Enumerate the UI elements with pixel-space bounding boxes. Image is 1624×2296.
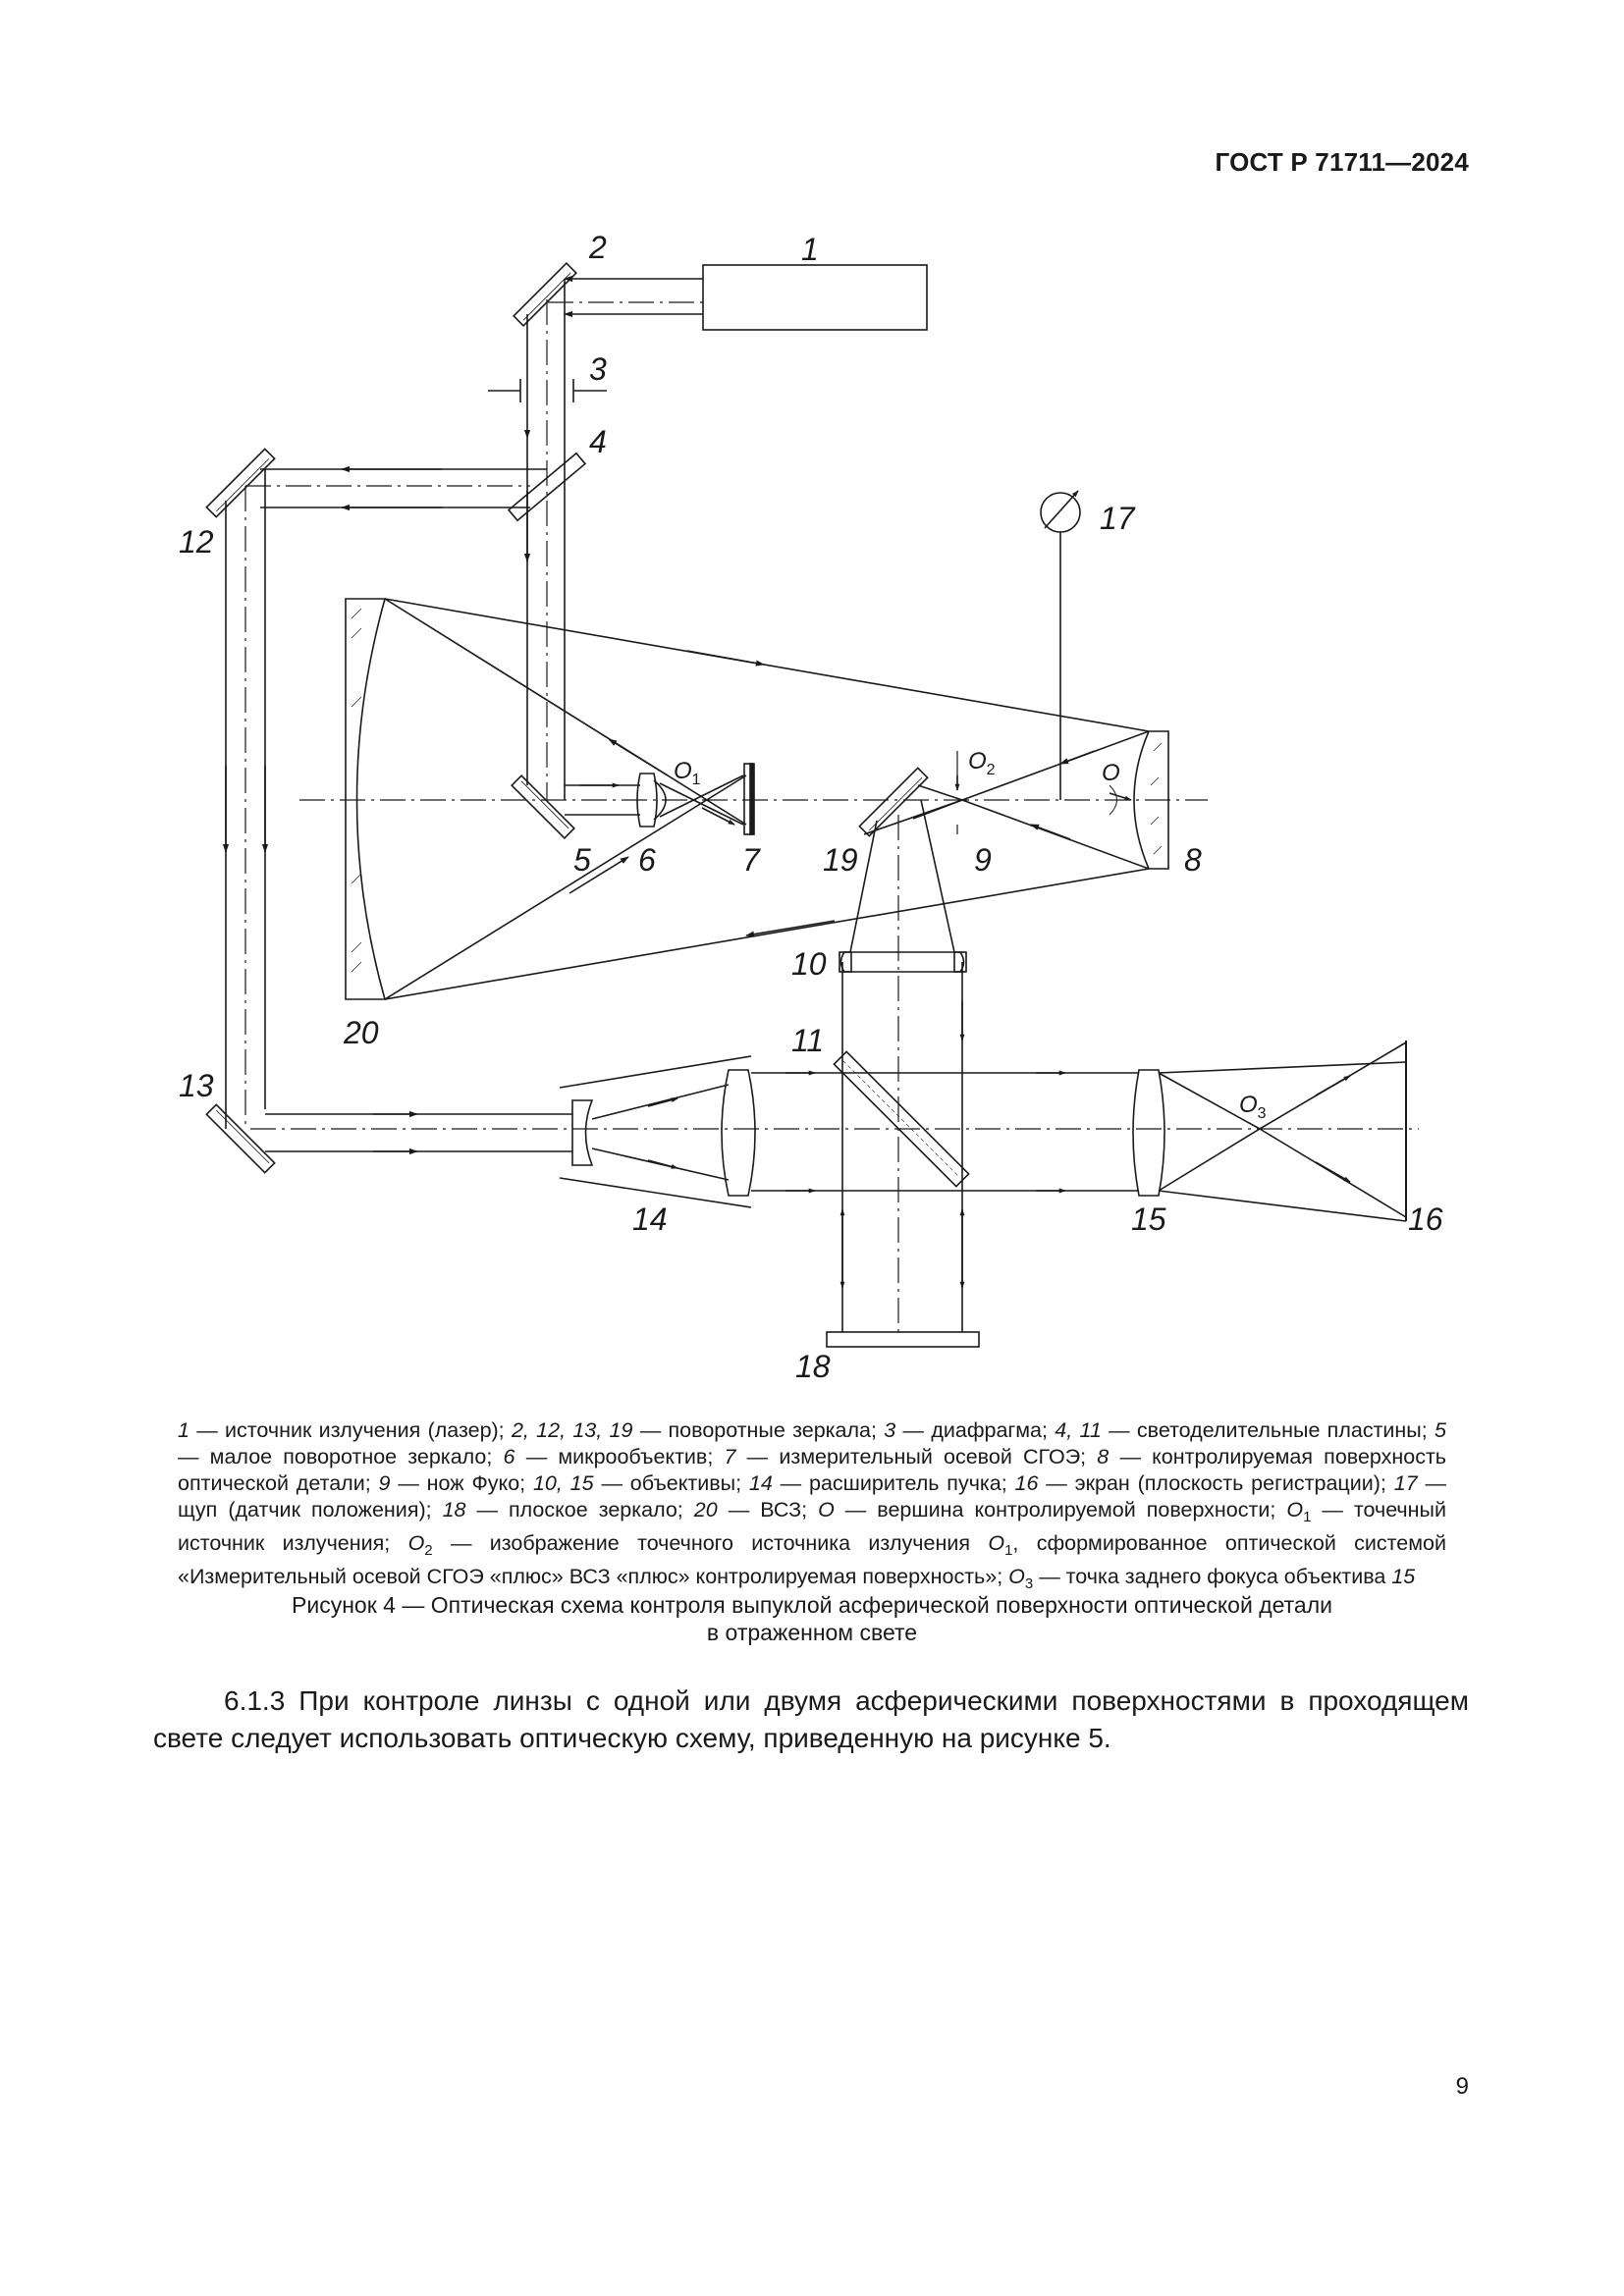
label-4: 4 (589, 424, 607, 459)
mirror-19 (859, 768, 927, 835)
label-15: 15 (1131, 1201, 1166, 1237)
label-19: 19 (823, 842, 858, 878)
mirror-20 (346, 599, 385, 999)
expander-14-positive-lens (722, 1070, 755, 1196)
label-16: 16 (1408, 1201, 1443, 1237)
figure-caption-line-1: Рисунок 4 — Оптическая схема контроля выпуклой асферической поверхности оптической детали (292, 1592, 1332, 1618)
figure-legend: 1 — источник излучения (лазер); 2, 12, 13, 19 — поворотные зеркала; 3 — диафрагма; 4, 11 — светоделительные пластины; 5 — малое поворотное зеркало; 6 — микрообъектив; 7 — измерительный осевой СГОЭ; 8 — контролируемая поверхность оптической детали; 9 — нож Фуко; 10, 15 — объективы; 14 — расширитель пучка; 16 — экран (плоскость регистрации); 17 — щуп (датчик положения); 18 — плоское зеркало; 20 — ВСЗ; O — вершина контролируемой поверхности; $O_1$ — точечный источник излучения; $O_2$ — изображение точечного источника излучения $O_1$, сформированное оптической системой «Измерительный осевой СГОЭ «плюс» ВСЗ «плюс» контролируемая поверхность»; $O_3$ — точка заднего фокуса объектива 15 (178, 1418, 1447, 1592)
label-o2: $O_2$ (968, 748, 996, 778)
label-3: 3 (589, 351, 607, 387)
standard-header: ГОСТ Р 71711—2024 (1215, 147, 1469, 177)
label-17: 17 (1100, 501, 1135, 536)
mirror-13 (206, 1104, 274, 1172)
flat-mirror-18 (827, 1332, 979, 1347)
label-20: 20 (344, 1015, 379, 1050)
objective-10 (841, 952, 964, 972)
label-o: O (1102, 760, 1120, 786)
label-7: 7 (742, 842, 760, 878)
page-number: 9 (1455, 2073, 1469, 2100)
label-12: 12 (179, 524, 214, 560)
label-o3: $O_3$ (1239, 1092, 1267, 1122)
laser-source (703, 265, 927, 330)
label-o1: $O_1$ (674, 758, 701, 788)
label-18: 18 (795, 1349, 831, 1384)
objective-15 (1133, 1070, 1164, 1196)
label-8: 8 (1184, 842, 1202, 878)
mirror-2 (514, 263, 576, 326)
label-11: 11 (791, 1023, 825, 1058)
label-13: 13 (179, 1068, 214, 1103)
figure-caption-line-2: в отраженном свете (706, 1620, 918, 1645)
label-2: 2 (589, 230, 607, 265)
label-9: 9 (974, 842, 992, 878)
label-10: 10 (791, 946, 827, 982)
label-5: 5 (573, 842, 591, 878)
expander-14-negative-lens (572, 1100, 592, 1165)
label-1: 1 (801, 232, 819, 267)
label-14: 14 (632, 1201, 668, 1237)
label-6: 6 (638, 842, 656, 878)
figure-caption (177, 1591, 1447, 1646)
body-paragraph: 6.1.3 При контроле линзы с одной или двумя асферическими поверхностями в проходящем свете следует использовать оптическую схему, приведенную на рисунке 5. (153, 1685, 1469, 1753)
